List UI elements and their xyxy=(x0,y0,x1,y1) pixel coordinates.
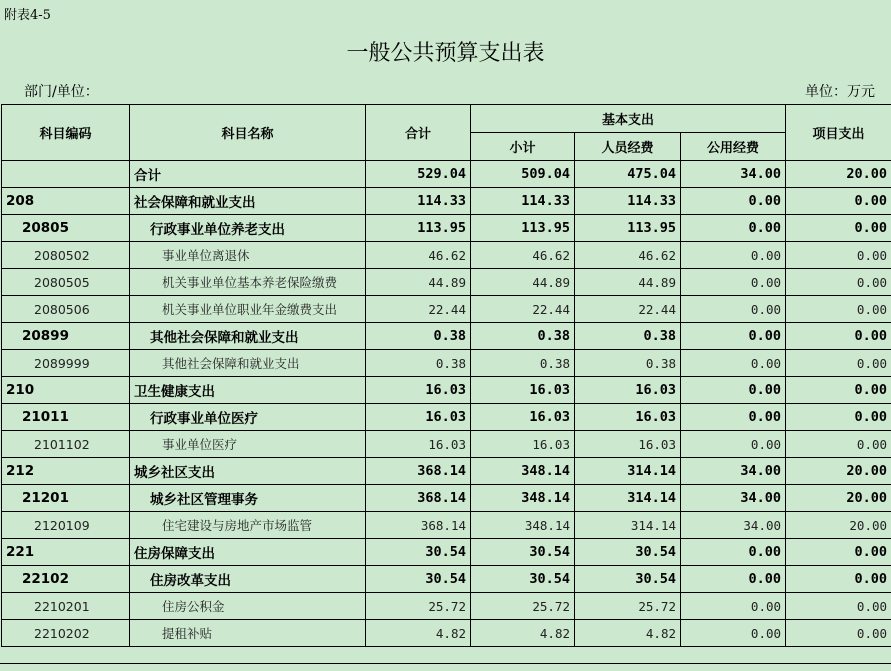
table-row xyxy=(2,215,891,242)
cell-code[interactable]: 2080506 xyxy=(2,296,130,323)
cell-personnel[interactable]: 475.04 xyxy=(575,161,681,188)
cell-total[interactable]: 16.03 xyxy=(366,431,471,458)
cell-personnel[interactable]: 16.03 xyxy=(575,431,681,458)
table-row xyxy=(2,620,891,647)
cell-total[interactable]: 529.04 xyxy=(366,161,471,188)
cell-personnel[interactable]: 314.14 xyxy=(575,458,681,485)
cell-project[interactable]: 0.00 xyxy=(786,539,891,566)
header-code: 科目编码 xyxy=(2,105,130,161)
cell-public[interactable]: 0.00 xyxy=(681,377,786,404)
cell-project[interactable]: 0.00 xyxy=(786,431,891,458)
cell-public[interactable]: 0.00 xyxy=(681,404,786,431)
cell-name[interactable]: 住房保障支出 xyxy=(130,539,366,566)
cell-subtotal[interactable]: 114.33 xyxy=(471,188,575,215)
cell-name[interactable]: 合计 xyxy=(130,161,366,188)
cell-public[interactable]: 0.00 xyxy=(681,539,786,566)
cell-public[interactable]: 0.00 xyxy=(681,242,786,269)
cell-total[interactable]: 25.72 xyxy=(366,593,471,620)
table-row xyxy=(2,350,891,377)
cell-project[interactable]: 0.00 xyxy=(786,350,891,377)
cell-total[interactable]: 0.38 xyxy=(366,323,471,350)
cell-project[interactable]: 0.00 xyxy=(786,296,891,323)
cell-project[interactable]: 0.00 xyxy=(786,593,891,620)
cell-project[interactable]: 0.00 xyxy=(786,620,891,647)
cell-code[interactable]: 21011 xyxy=(2,404,130,431)
cell-total[interactable]: 16.03 xyxy=(366,404,471,431)
header-basic: 基本支出 xyxy=(471,105,786,133)
unit-label: 单位：万元 xyxy=(805,84,875,100)
table-row xyxy=(2,269,891,296)
cell-name[interactable]: 提租补贴 xyxy=(130,620,366,647)
cell-name[interactable]: 事业单位医疗 xyxy=(130,431,366,458)
cell-name[interactable]: 机关事业单位职业年金缴费支出 xyxy=(130,296,366,323)
cell-code[interactable]: 210 xyxy=(2,377,130,404)
cell-public[interactable]: 34.00 xyxy=(681,512,786,539)
cell-subtotal[interactable]: 0.38 xyxy=(471,350,575,377)
header-total: 合计 xyxy=(366,105,471,161)
cell-total[interactable]: 368.14 xyxy=(366,458,471,485)
cell-project[interactable]: 20.00 xyxy=(786,458,891,485)
cell-project[interactable]: 20.00 xyxy=(786,161,891,188)
cell-personnel[interactable]: 46.62 xyxy=(575,242,681,269)
cell-public[interactable]: 0.00 xyxy=(681,620,786,647)
divider xyxy=(0,663,891,664)
cell-public[interactable]: 0.00 xyxy=(681,323,786,350)
cell-code[interactable]: 20805 xyxy=(2,215,130,242)
cell-code[interactable]: 2080502 xyxy=(2,242,130,269)
header-project: 项目支出 xyxy=(786,105,891,161)
table-row xyxy=(2,323,891,350)
cell-subtotal[interactable]: 113.95 xyxy=(471,215,575,242)
table-row xyxy=(2,593,891,620)
cell-public[interactable]: 0.00 xyxy=(681,188,786,215)
cell-name[interactable]: 其他社会保障和就业支出 xyxy=(130,350,366,377)
cell-subtotal[interactable]: 16.03 xyxy=(471,404,575,431)
cell-public[interactable]: 0.00 xyxy=(681,350,786,377)
cell-total[interactable]: 368.14 xyxy=(366,512,471,539)
table-row xyxy=(2,188,891,215)
cell-name[interactable]: 机关事业单位基本养老保险缴费 xyxy=(130,269,366,296)
cell-personnel[interactable]: 25.72 xyxy=(575,593,681,620)
cell-personnel[interactable]: 16.03 xyxy=(575,377,681,404)
cell-code[interactable]: 2210202 xyxy=(2,620,130,647)
cell-total[interactable]: 30.54 xyxy=(366,566,471,593)
cell-public[interactable]: 0.00 xyxy=(681,566,786,593)
cell-code[interactable]: 21201 xyxy=(2,485,130,512)
cell-personnel[interactable]: 314.14 xyxy=(575,485,681,512)
table-row xyxy=(2,404,891,431)
cell-subtotal[interactable]: 16.03 xyxy=(471,377,575,404)
cell-total[interactable]: 16.03 xyxy=(366,377,471,404)
cell-name[interactable]: 住房改革支出 xyxy=(130,566,366,593)
cell-public[interactable]: 0.00 xyxy=(681,269,786,296)
cell-total[interactable]: 114.33 xyxy=(366,188,471,215)
cell-subtotal[interactable]: 0.38 xyxy=(471,323,575,350)
cell-subtotal[interactable]: 4.82 xyxy=(471,620,575,647)
cell-name[interactable]: 卫生健康支出 xyxy=(130,377,366,404)
cell-project[interactable]: 0.00 xyxy=(786,215,891,242)
table-row xyxy=(2,539,891,566)
cell-project[interactable]: 0.00 xyxy=(786,377,891,404)
cell-subtotal[interactable]: 348.14 xyxy=(471,458,575,485)
cell-project[interactable]: 0.00 xyxy=(786,188,891,215)
cell-code[interactable]: 212 xyxy=(2,458,130,485)
cell-project[interactable]: 20.00 xyxy=(786,512,891,539)
cell-code[interactable]: 2080505 xyxy=(2,269,130,296)
cell-code[interactable] xyxy=(2,161,130,188)
header-personnel: 人员经费 xyxy=(575,133,681,161)
cell-total[interactable]: 22.44 xyxy=(366,296,471,323)
cell-name[interactable]: 行政事业单位养老支出 xyxy=(130,215,366,242)
cell-subtotal[interactable]: 46.62 xyxy=(471,242,575,269)
cell-project[interactable]: 0.00 xyxy=(786,269,891,296)
cell-code[interactable]: 2120109 xyxy=(2,512,130,539)
department-label: 部门/单位： xyxy=(24,84,99,100)
cell-subtotal[interactable]: 25.72 xyxy=(471,593,575,620)
cell-subtotal[interactable]: 44.89 xyxy=(471,269,575,296)
cell-project[interactable]: 0.00 xyxy=(786,323,891,350)
table-row xyxy=(2,431,891,458)
header-subtotal: 小计 xyxy=(471,133,575,161)
cell-name[interactable]: 城乡社区支出 xyxy=(130,458,366,485)
cell-name[interactable]: 城乡社区管理事务 xyxy=(130,485,366,512)
table-row xyxy=(2,566,891,593)
cell-subtotal[interactable]: 30.54 xyxy=(471,566,575,593)
cell-code[interactable]: 221 xyxy=(2,539,130,566)
cell-code[interactable]: 22102 xyxy=(2,566,130,593)
table-row xyxy=(2,296,891,323)
cell-subtotal[interactable]: 348.14 xyxy=(471,512,575,539)
cell-project[interactable]: 0.00 xyxy=(786,242,891,269)
cell-name[interactable]: 其他社会保障和就业支出 xyxy=(130,323,366,350)
table-row xyxy=(2,242,891,269)
cell-name[interactable]: 社会保障和就业支出 xyxy=(130,188,366,215)
cell-subtotal[interactable]: 30.54 xyxy=(471,539,575,566)
cell-total[interactable]: 4.82 xyxy=(366,620,471,647)
cell-name[interactable]: 住房公积金 xyxy=(130,593,366,620)
cell-personnel[interactable]: 314.14 xyxy=(575,512,681,539)
cell-name[interactable]: 事业单位离退休 xyxy=(130,242,366,269)
cell-personnel[interactable]: 113.95 xyxy=(575,215,681,242)
cell-project[interactable]: 0.00 xyxy=(786,404,891,431)
budget-table xyxy=(1,104,891,647)
cell-subtotal[interactable]: 509.04 xyxy=(471,161,575,188)
cell-total[interactable]: 0.38 xyxy=(366,350,471,377)
table-row xyxy=(2,377,891,404)
cell-public[interactable]: 34.00 xyxy=(681,458,786,485)
cell-total[interactable]: 113.95 xyxy=(366,215,471,242)
table-row xyxy=(2,161,891,188)
cell-public[interactable]: 0.00 xyxy=(681,296,786,323)
cell-subtotal[interactable]: 16.03 xyxy=(471,431,575,458)
cell-name[interactable]: 行政事业单位医疗 xyxy=(130,404,366,431)
cell-personnel[interactable]: 22.44 xyxy=(575,296,681,323)
cell-subtotal[interactable]: 348.14 xyxy=(471,485,575,512)
cell-public[interactable]: 34.00 xyxy=(681,161,786,188)
cell-code[interactable]: 2089999 xyxy=(2,350,130,377)
cell-code[interactable]: 2210201 xyxy=(2,593,130,620)
table-row xyxy=(2,485,891,512)
cell-personnel[interactable]: 114.33 xyxy=(575,188,681,215)
cell-public[interactable]: 0.00 xyxy=(681,431,786,458)
cell-personnel[interactable]: 44.89 xyxy=(575,269,681,296)
header-name: 科目名称 xyxy=(130,105,366,161)
cell-code[interactable]: 20899 xyxy=(2,323,130,350)
cell-name[interactable]: 住宅建设与房地产市场监管 xyxy=(130,512,366,539)
page-title: 一般公共预算支出表 xyxy=(346,41,545,66)
header-public: 公用经费 xyxy=(681,133,786,161)
cell-project[interactable]: 0.00 xyxy=(786,566,891,593)
cell-personnel[interactable]: 30.54 xyxy=(575,566,681,593)
cell-code[interactable]: 208 xyxy=(2,188,130,215)
cell-total[interactable]: 30.54 xyxy=(366,539,471,566)
cell-personnel[interactable]: 16.03 xyxy=(575,404,681,431)
table-row xyxy=(2,512,891,539)
cell-public[interactable]: 34.00 xyxy=(681,485,786,512)
cell-public[interactable]: 0.00 xyxy=(681,593,786,620)
table-row xyxy=(2,458,891,485)
cell-total[interactable]: 46.62 xyxy=(366,242,471,269)
cell-total[interactable]: 368.14 xyxy=(366,485,471,512)
cell-personnel[interactable]: 30.54 xyxy=(575,539,681,566)
cell-public[interactable]: 0.00 xyxy=(681,215,786,242)
table-caption: 附表4-5 xyxy=(4,8,51,23)
cell-project[interactable]: 20.00 xyxy=(786,485,891,512)
cell-personnel[interactable]: 0.38 xyxy=(575,323,681,350)
cell-personnel[interactable]: 4.82 xyxy=(575,620,681,647)
cell-subtotal[interactable]: 22.44 xyxy=(471,296,575,323)
cell-personnel[interactable]: 0.38 xyxy=(575,350,681,377)
table-body xyxy=(2,161,891,647)
cell-code[interactable]: 2101102 xyxy=(2,431,130,458)
cell-total[interactable]: 44.89 xyxy=(366,269,471,296)
